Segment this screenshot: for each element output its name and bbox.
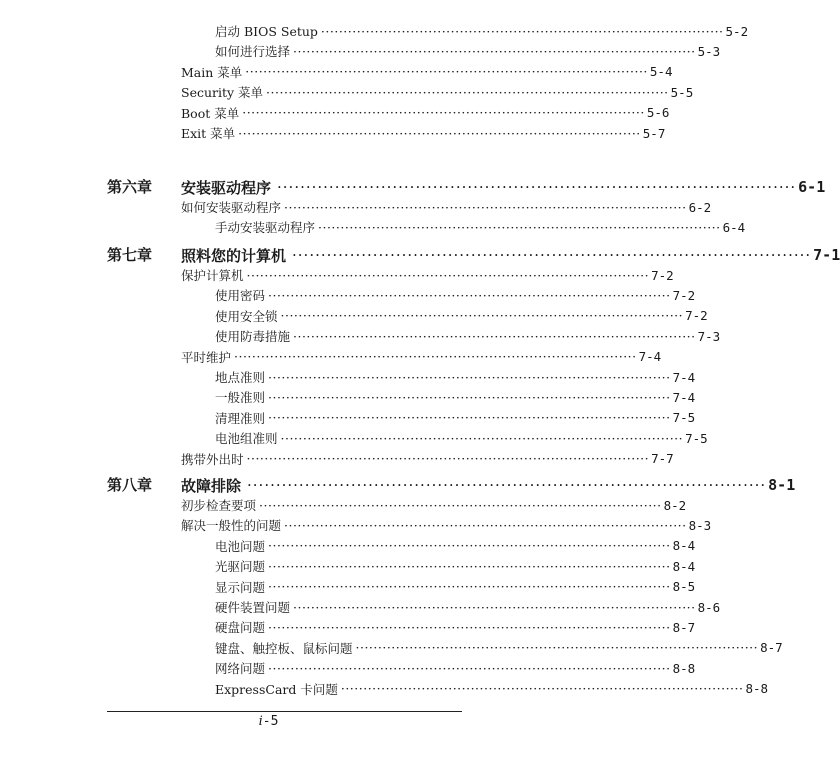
chapter-page-number: 7-1 <box>813 246 840 264</box>
leader-dots: ·························································································· <box>320 23 724 39</box>
toc-page-number: 7-5 <box>685 430 708 446</box>
toc-page-number: 6-4 <box>722 219 746 235</box>
toc-entry-text: 电池问题 <box>215 538 266 554</box>
toc-page-number: 7-2 <box>651 267 674 283</box>
leader-dots: ·························································································· <box>234 349 637 365</box>
toc-page-number: 8-5 <box>672 579 696 595</box>
chapter-page-number: 6-1 <box>798 178 826 196</box>
toc-page-number: 8-7 <box>672 619 696 635</box>
leader-dots: ·························································································· <box>266 84 669 100</box>
toc-page-number: 8-6 <box>697 599 721 615</box>
toc-entry[interactable] <box>215 536 696 556</box>
toc-page-number: 6-2 <box>688 199 712 215</box>
toc-entry-text: 手动安装驱动程序 <box>215 220 316 236</box>
toc-entry-text: Boot 菜单 <box>181 105 240 121</box>
toc-entry-text: 硬盘问题 <box>215 620 266 636</box>
chapter-title: 故障排除 <box>181 476 242 495</box>
leader-dots: ·························································································· <box>268 410 671 426</box>
toc-page-number: 8-7 <box>760 640 783 656</box>
leader-dots: ·························································································· <box>268 579 671 595</box>
toc-page-number: 5-3 <box>697 43 721 59</box>
toc-entry-text: 地点准则 <box>215 370 266 385</box>
toc-entry[interactable] <box>181 197 712 217</box>
leader-dots: ·························································································· <box>268 287 671 303</box>
toc-entry[interactable] <box>215 556 696 576</box>
toc-entry[interactable] <box>215 41 721 61</box>
toc-entry[interactable] <box>215 679 769 699</box>
chapter-title-entry[interactable] <box>181 473 796 497</box>
toc-page-number: 7-5 <box>672 410 696 426</box>
chapter-page-number: 8-1 <box>768 476 796 494</box>
toc-page-number: 7-4 <box>638 349 662 365</box>
leader-dots: ·························································································· <box>284 517 687 533</box>
toc-entry-text: 使用安全锁 <box>215 308 278 324</box>
toc-entry[interactable] <box>215 367 696 387</box>
toc-page-number: 5-7 <box>642 125 666 141</box>
toc-entry[interactable] <box>181 515 712 535</box>
toc-entry-text: 使用密码 <box>215 288 266 304</box>
toc-entry-text: 如何进行选择 <box>215 44 291 60</box>
toc-entry[interactable] <box>215 306 708 326</box>
toc-entry-text: 清理准则 <box>215 410 266 426</box>
toc-page-number: 5-4 <box>649 64 673 80</box>
toc-entry-text: Main 菜单 <box>181 64 243 80</box>
toc-entry-text: ExpressCard 卡问题 <box>215 681 338 697</box>
toc-entry[interactable] <box>215 408 696 428</box>
chapter-label: 第六章 <box>107 178 153 196</box>
leader-dots: ·························································································· <box>355 640 759 656</box>
toc-page-number: 8-3 <box>688 517 712 533</box>
toc-page-number: 7-7 <box>651 451 674 467</box>
toc-entry-text: 初步检查要项 <box>181 498 257 513</box>
toc-entry[interactable] <box>181 82 694 102</box>
toc-entry-text: Security 菜单 <box>181 85 264 101</box>
leader-dots: ·························································································· <box>293 43 696 59</box>
toc-entry[interactable] <box>181 495 687 515</box>
leader-dots: ·························································································· <box>247 476 767 494</box>
toc-entry-text: 电池组准则 <box>215 431 278 447</box>
toc-entry-text: 网络问题 <box>215 661 266 677</box>
leader-dots: ·························································································· <box>242 105 645 121</box>
leader-dots: ·························································································· <box>238 125 641 141</box>
footer-rule <box>107 711 462 712</box>
toc-page-number: 8-8 <box>672 660 696 676</box>
toc-page-number: 8-8 <box>745 681 769 697</box>
toc-entry-text: 键盘、触控板、鼠标问题 <box>215 640 353 656</box>
leader-dots: ·························································································· <box>268 389 671 405</box>
toc-entry[interactable] <box>215 597 721 617</box>
toc-entry-text: 显示问题 <box>215 579 266 595</box>
toc-entry[interactable] <box>215 428 708 448</box>
leader-dots: ·························································································· <box>293 328 696 344</box>
toc-entry[interactable] <box>215 285 696 305</box>
toc-entry[interactable] <box>215 638 783 658</box>
leader-dots: ·························································································· <box>293 599 696 615</box>
leader-dots: ·························································································· <box>277 178 797 196</box>
chapter-title-entry[interactable] <box>181 175 826 199</box>
toc-page-number: 5-5 <box>670 84 694 100</box>
toc-entry[interactable] <box>215 21 749 41</box>
toc-entry[interactable] <box>215 658 696 678</box>
toc-entry[interactable] <box>215 617 696 637</box>
leader-dots: ·························································································· <box>268 558 671 574</box>
toc-entry[interactable] <box>181 265 674 285</box>
toc-entry-text: 解决一般性的问题 <box>181 518 282 534</box>
toc-entry[interactable] <box>215 217 746 237</box>
chapter-title: 安装驱动程序 <box>181 178 272 197</box>
leader-dots: ·························································································· <box>268 619 671 635</box>
toc-page-number: 7-3 <box>697 328 721 344</box>
leader-dots: ·························································································· <box>268 660 671 676</box>
toc-page-number: 7-4 <box>672 389 696 405</box>
leader-dots: ·························································································· <box>259 497 662 513</box>
chapter-label: 第八章 <box>107 476 153 494</box>
toc-entry[interactable] <box>181 347 662 367</box>
chapter-label: 第七章 <box>107 246 153 264</box>
toc-entry[interactable] <box>215 326 721 346</box>
toc-entry-text: 光驱问题 <box>215 559 266 575</box>
toc-entry[interactable] <box>181 449 674 469</box>
toc-entry[interactable] <box>215 387 696 407</box>
toc-entry[interactable] <box>215 577 696 597</box>
toc-entry-text: 保护计算机 <box>181 268 244 283</box>
leader-dots: ·························································································· <box>246 267 650 283</box>
leader-dots: ·························································································· <box>318 219 721 235</box>
toc-entry-text: Exit 菜单 <box>181 126 236 141</box>
toc-entry[interactable] <box>181 62 673 82</box>
chapter-title-entry[interactable] <box>181 243 840 267</box>
toc-page-number: 8-2 <box>663 497 687 513</box>
toc-entry-text: 平时维护 <box>181 349 232 365</box>
toc-page-number: 8-4 <box>672 538 696 554</box>
toc-entry-text: 使用防毒措施 <box>215 329 291 345</box>
toc-page-number: 7-2 <box>672 287 696 303</box>
leader-dots: ·························································································· <box>268 369 671 385</box>
toc-entry-text: 启动 BIOS Setup <box>215 24 318 39</box>
toc-entry[interactable] <box>181 123 666 143</box>
toc-entry-text: 一般准则 <box>215 390 266 406</box>
toc-page-number: 5-2 <box>725 23 749 39</box>
leader-dots: ·························································································· <box>280 430 684 446</box>
leader-dots: ·························································································· <box>292 246 812 264</box>
leader-dots: ·························································································· <box>245 64 648 80</box>
toc-entry-text: 如何安装驱动程序 <box>181 200 282 215</box>
page-number: i-5 <box>258 714 279 729</box>
toc-page-number: 8-4 <box>672 558 696 574</box>
toc-entry[interactable] <box>181 103 670 123</box>
leader-dots: ·························································································· <box>246 451 650 467</box>
chapter-title: 照料您的计算机 <box>181 246 287 265</box>
leader-dots: ·························································································· <box>268 538 671 554</box>
toc-entry-text: 携带外出时 <box>181 451 244 467</box>
leader-dots: ·························································································· <box>284 199 687 215</box>
toc-page-number: 7-2 <box>685 308 708 324</box>
toc-page-number: 5-6 <box>646 105 670 121</box>
toc-page-number: 7-4 <box>672 369 696 385</box>
leader-dots: ·························································································· <box>340 681 744 697</box>
leader-dots: ·························································································· <box>280 308 684 324</box>
toc-entry-text: 硬件装置问题 <box>215 600 291 615</box>
